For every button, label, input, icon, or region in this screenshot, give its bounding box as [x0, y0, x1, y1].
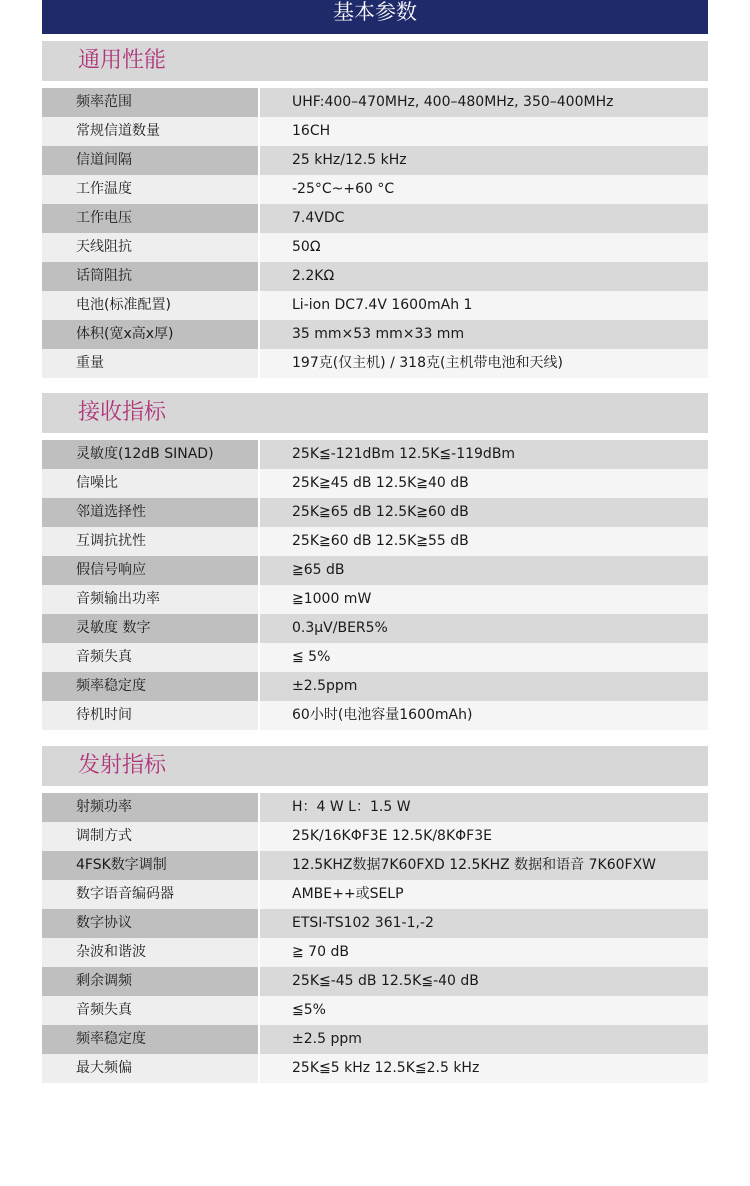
section-heading: 接收指标 [42, 393, 708, 433]
spec-label: 音频失真 [42, 643, 258, 672]
spec-label: 邻道选择性 [42, 498, 258, 527]
spec-value: ≦5% [258, 996, 708, 1025]
spec-value: H：4 W L：1.5 W [258, 793, 708, 822]
table-row [42, 643, 708, 672]
spec-label: 调制方式 [42, 822, 258, 851]
spec-value: ≧ 70 dB [258, 938, 708, 967]
spec-label: 杂波和谐波 [42, 938, 258, 967]
table-row [42, 672, 708, 701]
spec-value: ETSI-TS102 361-1,-2 [258, 909, 708, 938]
table-row [42, 233, 708, 262]
spec-label: 4FSK数字调制 [42, 851, 258, 880]
spec-value: 35 mm×53 mm×33 mm [258, 320, 708, 349]
spec-value: 25K≦-45 dB 12.5K≦-40 dB [258, 967, 708, 996]
table-row [42, 175, 708, 204]
spec-label: 音频输出功率 [42, 585, 258, 614]
spec-value: 2.2KΩ [258, 262, 708, 291]
spec-label: 常规信道数量 [42, 117, 258, 146]
spec-value: ≦ 5% [258, 643, 708, 672]
spec-label: 假信号响应 [42, 556, 258, 585]
spec-value: 25 kHz/12.5 kHz [258, 146, 708, 175]
spec-label: 体积(宽x高x厚) [42, 320, 258, 349]
table-row [42, 527, 708, 556]
section-heading: 发射指标 [42, 746, 708, 786]
table-row [42, 440, 708, 469]
table-row [42, 262, 708, 291]
spec-value: 16CH [258, 117, 708, 146]
spec-value: -25°C~+60 °C [258, 175, 708, 204]
spec-value: 197克(仅主机) / 318克(主机带电池和天线) [258, 349, 708, 378]
table-row [42, 614, 708, 643]
table-row [42, 498, 708, 527]
spec-label: 信噪比 [42, 469, 258, 498]
section-transmit [42, 746, 708, 1083]
table-row [42, 320, 708, 349]
table-row [42, 851, 708, 880]
spec-label: 待机时间 [42, 701, 258, 730]
spec-value: 25K/16KΦF3E 12.5K/8KΦF3E [258, 822, 708, 851]
spec-value: 7.4VDC [258, 204, 708, 233]
spec-value: 0.3μV/BER5% [258, 614, 708, 643]
spec-label: 工作温度 [42, 175, 258, 204]
spec-label: 数字协议 [42, 909, 258, 938]
table-row [42, 146, 708, 175]
spec-value: ≧1000 mW [258, 585, 708, 614]
spec-value: 25K≦-121dBm 12.5K≦-119dBm [258, 440, 708, 469]
spec-value: ±2.5ppm [258, 672, 708, 701]
table-row [42, 880, 708, 909]
spec-value: Li-ion DC7.4V 1600mAh 1 [258, 291, 708, 320]
spec-value: 25K≧65 dB 12.5K≧60 dB [258, 498, 708, 527]
spec-label: 数字语音编码器 [42, 880, 258, 909]
table-row [42, 1025, 708, 1054]
spec-label: 重量 [42, 349, 258, 378]
spec-label: 射频功率 [42, 793, 258, 822]
spec-value: UHF:400–470MHz, 400–480MHz, 350–400MHz [258, 88, 708, 117]
table-row [42, 938, 708, 967]
table-row [42, 967, 708, 996]
spec-label: 音频失真 [42, 996, 258, 1025]
table-row [42, 469, 708, 498]
table-row [42, 204, 708, 233]
spec-value: ≧65 dB [258, 556, 708, 585]
table-row [42, 291, 708, 320]
spec-table [42, 88, 708, 378]
spec-value: 25K≧60 dB 12.5K≧55 dB [258, 527, 708, 556]
spec-table [42, 440, 708, 730]
spec-label: 工作电压 [42, 204, 258, 233]
spec-label: 话筒阻抗 [42, 262, 258, 291]
table-row [42, 701, 708, 730]
table-row [42, 793, 708, 822]
table-row [42, 1054, 708, 1083]
spec-label: 频率稳定度 [42, 1025, 258, 1054]
spec-value: ±2.5 ppm [258, 1025, 708, 1054]
spec-label: 最大频偏 [42, 1054, 258, 1083]
spec-label: 电池(标准配置) [42, 291, 258, 320]
spec-sheet [42, 0, 708, 1076]
spec-table [42, 793, 708, 1083]
spec-label: 频率稳定度 [42, 672, 258, 701]
table-row [42, 996, 708, 1025]
spec-label: 天线阻抗 [42, 233, 258, 262]
table-row [42, 909, 708, 938]
section-general [42, 41, 708, 378]
spec-value: 25K≧45 dB 12.5K≧40 dB [258, 469, 708, 498]
table-row [42, 585, 708, 614]
table-row [42, 822, 708, 851]
spec-value: 25K≦5 kHz 12.5K≦2.5 kHz [258, 1054, 708, 1083]
spec-value: AMBE++或SELP [258, 880, 708, 909]
spec-label: 频率范围 [42, 88, 258, 117]
spec-label: 信道间隔 [42, 146, 258, 175]
section-heading: 通用性能 [42, 41, 708, 81]
spec-label: 剩余调频 [42, 967, 258, 996]
spec-label: 互调抗扰性 [42, 527, 258, 556]
spec-label: 灵敏度 数字 [42, 614, 258, 643]
spec-label: 灵敏度(12dB SINAD) [42, 440, 258, 469]
table-row [42, 117, 708, 146]
spec-value: 12.5KHZ数据7K60FXD 12.5KHZ 数据和语音 7K60FXW [258, 851, 708, 880]
spec-value: 50Ω [258, 233, 708, 262]
table-row [42, 88, 708, 117]
page-title: 基本参数 [42, 0, 708, 34]
section-receive [42, 393, 708, 730]
table-row [42, 349, 708, 378]
table-row [42, 556, 708, 585]
spec-value: 60小时(电池容量1600mAh) [258, 701, 708, 730]
